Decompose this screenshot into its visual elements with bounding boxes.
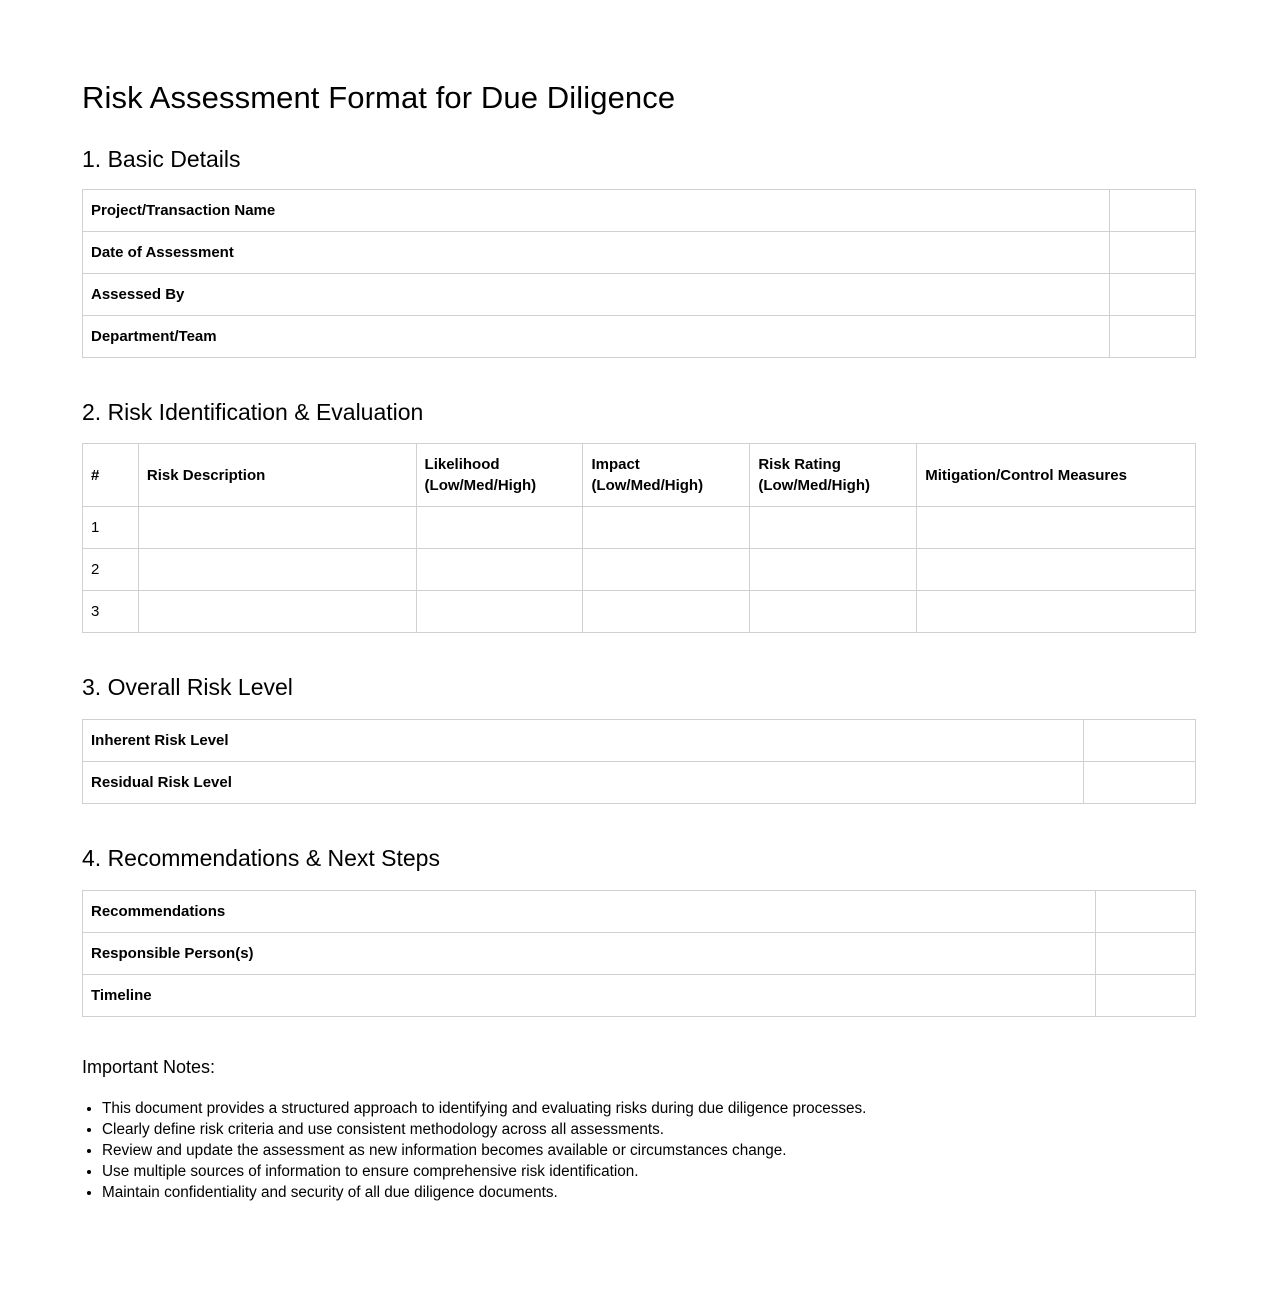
column-header-risk-description: Risk Description	[138, 444, 416, 507]
table-row	[83, 274, 1196, 316]
section-heading-overall-risk: 3. Overall Risk Level	[82, 674, 293, 700]
row-number: 2	[83, 549, 139, 591]
field-label: Assessed By	[83, 274, 1110, 316]
field-label: Recommendations	[83, 891, 1096, 933]
table-header-row	[83, 444, 1196, 507]
risk-description-cell[interactable]	[138, 591, 416, 633]
impact-cell[interactable]	[583, 591, 750, 633]
likelihood-cell[interactable]	[416, 507, 583, 549]
table-row	[83, 591, 1196, 633]
list-item: • Review and update the assessment as new information becomes available or circumstances change.	[102, 1140, 1196, 1161]
likelihood-cell[interactable]	[416, 549, 583, 591]
row-number: 1	[83, 507, 139, 549]
mitigation-cell[interactable]	[917, 507, 1196, 549]
list-item: • Clearly define risk criteria and use consistent methodology across all assessments.	[102, 1119, 1196, 1140]
basic-details-table	[82, 189, 1196, 358]
rating-scale: (Low/Med/High)	[758, 477, 870, 494]
field-value-cell[interactable]	[1084, 720, 1196, 762]
likelihood-cell[interactable]	[416, 591, 583, 633]
rating-label: Risk Rating	[758, 456, 841, 473]
impact-label: Impact	[591, 456, 640, 473]
document-title: Risk Assessment Format for Due Diligence	[82, 80, 676, 115]
section-heading-recommendations: 4. Recommendations & Next Steps	[82, 845, 440, 871]
column-header-mitigation: Mitigation/Control Measures	[917, 444, 1196, 507]
field-value-cell[interactable]	[1096, 933, 1196, 975]
table-row	[83, 316, 1196, 358]
column-header-number: #	[83, 444, 139, 507]
risk-rating-cell[interactable]	[750, 549, 917, 591]
notes-heading: Important Notes:	[82, 1057, 216, 1077]
table-row	[83, 232, 1196, 274]
table-row	[83, 933, 1196, 975]
risk-description-cell[interactable]	[138, 507, 416, 549]
table-row	[83, 190, 1196, 232]
field-label: Responsible Person(s)	[83, 933, 1096, 975]
notes-list	[82, 1098, 1196, 1203]
field-value-cell[interactable]	[1110, 232, 1196, 274]
impact-cell[interactable]	[583, 507, 750, 549]
table-row	[83, 975, 1196, 1017]
field-label: Department/Team	[83, 316, 1110, 358]
impact-scale: (Low/Med/High)	[591, 477, 704, 494]
table-row	[83, 762, 1196, 804]
field-value-cell[interactable]	[1096, 975, 1196, 1017]
field-value-cell[interactable]	[1110, 274, 1196, 316]
column-header-impact	[583, 444, 750, 507]
list-item: • Use multiple sources of information to ensure comprehensive risk identification.	[102, 1161, 1196, 1182]
column-header-risk-rating	[750, 444, 917, 507]
field-label: Inherent Risk Level	[83, 720, 1084, 762]
mitigation-cell[interactable]	[917, 591, 1196, 633]
section-heading-risk-identification: 2. Risk Identification & Evaluation	[82, 399, 424, 425]
table-row	[83, 891, 1196, 933]
row-number: 3	[83, 591, 139, 633]
field-label: Residual Risk Level	[83, 762, 1084, 804]
risk-evaluation-table	[82, 443, 1196, 633]
impact-cell[interactable]	[583, 549, 750, 591]
table-row	[83, 507, 1196, 549]
column-header-likelihood	[416, 444, 583, 507]
section-heading-basic-details: 1. Basic Details	[82, 146, 241, 172]
risk-description-cell[interactable]	[138, 549, 416, 591]
list-item: • Maintain confidentiality and security of all due diligence documents.	[102, 1182, 1196, 1203]
risk-rating-cell[interactable]	[750, 591, 917, 633]
field-label: Date of Assessment	[83, 232, 1110, 274]
overall-risk-table	[82, 719, 1196, 804]
table-row	[83, 720, 1196, 762]
field-value-cell[interactable]	[1084, 762, 1196, 804]
field-label: Timeline	[83, 975, 1096, 1017]
field-value-cell[interactable]	[1096, 891, 1196, 933]
likelihood-scale: (Low/Med/High)	[424, 477, 537, 494]
mitigation-cell[interactable]	[917, 549, 1196, 591]
likelihood-label: Likelihood	[424, 456, 500, 473]
field-value-cell[interactable]	[1110, 316, 1196, 358]
list-item: • This document provides a structured approach to identifying and evaluating risks during due diligence processes.	[102, 1098, 1196, 1119]
recommendations-table	[82, 890, 1196, 1017]
risk-rating-cell[interactable]	[750, 507, 917, 549]
field-label: Project/Transaction Name	[83, 190, 1110, 232]
field-value-cell[interactable]	[1110, 190, 1196, 232]
table-row	[83, 549, 1196, 591]
